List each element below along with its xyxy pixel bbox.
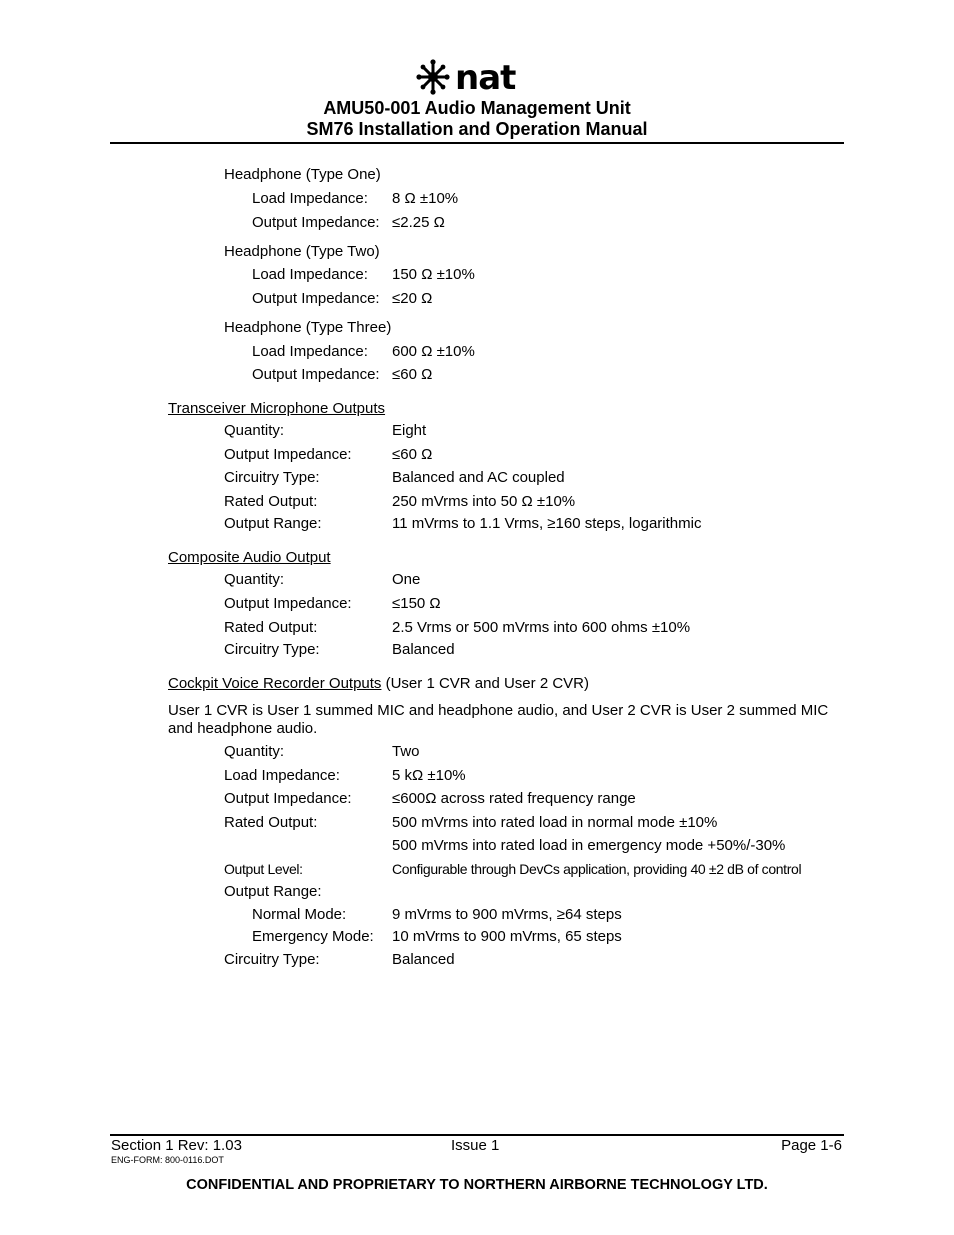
spec-value: Balanced xyxy=(392,641,455,658)
header-rule xyxy=(110,142,844,144)
headphone-type-heading: Headphone (Type Two) xyxy=(224,243,380,260)
spec-value: 10 mVrms to 900 mVrms, 65 steps xyxy=(392,928,622,945)
spec-value: 600 Ω ±10% xyxy=(392,343,475,360)
spec-value: 500 mVrms into rated load in normal mode ±10% xyxy=(392,814,718,831)
spec-label: Circuitry Type: xyxy=(224,469,320,486)
spec-value: Balanced xyxy=(392,951,455,968)
spec-value: 250 mVrms into 50 Ω ±10% xyxy=(392,493,576,510)
spec-value: 9 mVrms to 900 mVrms, ≥64 steps xyxy=(392,906,622,923)
footer-form-id: ENG-FORM: 800-0116.DOT xyxy=(111,1155,224,1165)
spec-value: 5 kΩ ±10% xyxy=(392,767,466,784)
spec-value: Eight xyxy=(392,422,427,439)
footer-issue: Issue 1 xyxy=(451,1137,500,1154)
spec-label: Quantity: xyxy=(224,422,285,439)
spec-label: Load Impedance: xyxy=(252,190,368,207)
spec-label: Load Impedance: xyxy=(252,266,368,283)
footer-page-number: Page 1-6 xyxy=(781,1137,842,1154)
spec-label: Output Range: xyxy=(224,515,322,532)
spec-label: Output Level: xyxy=(224,861,303,877)
spec-value: 150 Ω ±10% xyxy=(392,266,475,283)
spec-value: ≤600Ω across rated frequency range xyxy=(392,790,636,807)
spec-value: 500 mVrms into rated load in emergency mode +50%/-30% xyxy=(392,837,786,854)
footer-section-rev: Section 1 Rev: 1.03 xyxy=(111,1137,242,1154)
nat-logo xyxy=(415,57,545,97)
spec-label: Quantity: xyxy=(224,743,285,760)
spec-label: Normal Mode: xyxy=(252,906,347,923)
spec-value: 8 Ω ±10% xyxy=(392,190,459,207)
section-heading-cvr-line xyxy=(168,675,589,693)
spec-value: Configurable through DevCs application, providing 40 ±2 dB of control xyxy=(392,861,802,877)
spec-label: Load Impedance: xyxy=(224,767,340,784)
section-heading-cvr-suffix: (User 1 CVR and User 2 CVR) xyxy=(381,675,589,692)
spec-label: Output Impedance: xyxy=(224,790,352,807)
section-heading-composite: Composite Audio Output xyxy=(168,549,331,566)
spec-label: Output Impedance: xyxy=(224,595,352,612)
spec-label: Load Impedance: xyxy=(252,343,368,360)
spec-label: Rated Output: xyxy=(224,814,318,831)
spec-label: Output Impedance: xyxy=(224,446,352,463)
section-heading-cvr: Cockpit Voice Recorder Outputs xyxy=(168,675,382,692)
spec-label: Output Impedance: xyxy=(252,214,380,231)
section-heading-transceiver: Transceiver Microphone Outputs xyxy=(168,400,386,417)
spec-label: Output Range: xyxy=(224,883,322,900)
spec-value: 2.5 Vrms or 500 mVrms into 600 ohms ±10% xyxy=(392,619,691,636)
spec-value: ≤150 Ω xyxy=(392,595,441,612)
spec-label: Output Impedance: xyxy=(252,366,380,383)
document-subtitle: SM76 Installation and Operation Manual xyxy=(306,119,648,139)
spec-value: ≤20 Ω xyxy=(392,290,433,307)
spec-value: Balanced and AC coupled xyxy=(392,469,565,486)
headphone-type-heading: Headphone (Type One) xyxy=(224,166,381,183)
spec-label: Circuitry Type: xyxy=(224,641,320,658)
spec-value: ≤60 Ω xyxy=(392,366,433,383)
logo-text: nat xyxy=(455,58,516,97)
cvr-description: User 1 CVR is User 1 summed MIC and headphone audio, and User 2 CVR is User 2 summed MIC and headphone audio. xyxy=(168,702,829,737)
footer-rule xyxy=(110,1134,844,1136)
spec-label: Quantity: xyxy=(224,571,285,588)
spec-label: Output Impedance: xyxy=(252,290,380,307)
headphone-type-heading: Headphone (Type Three) xyxy=(224,319,392,336)
spec-label: Rated Output: xyxy=(224,493,318,510)
spec-value: ≤60 Ω xyxy=(392,446,433,463)
spec-value: ≤2.25 Ω xyxy=(392,214,445,231)
document-title: AMU50-001 Audio Management Unit xyxy=(323,98,631,118)
spec-value: Two xyxy=(392,743,420,760)
confidentiality-notice: CONFIDENTIAL AND PROPRIETARY TO NORTHERN AIRBORNE TECHNOLOGY LTD. xyxy=(186,1177,768,1193)
spec-value: One xyxy=(392,571,421,588)
nat-logo-graphic xyxy=(415,57,545,97)
spec-label: Rated Output: xyxy=(224,619,318,636)
spec-value: 11 mVrms to 1.1 Vrms, ≥160 steps, logarithmic xyxy=(392,515,702,532)
spec-label: Emergency Mode: xyxy=(252,928,374,945)
spec-label: Circuitry Type: xyxy=(224,951,320,968)
